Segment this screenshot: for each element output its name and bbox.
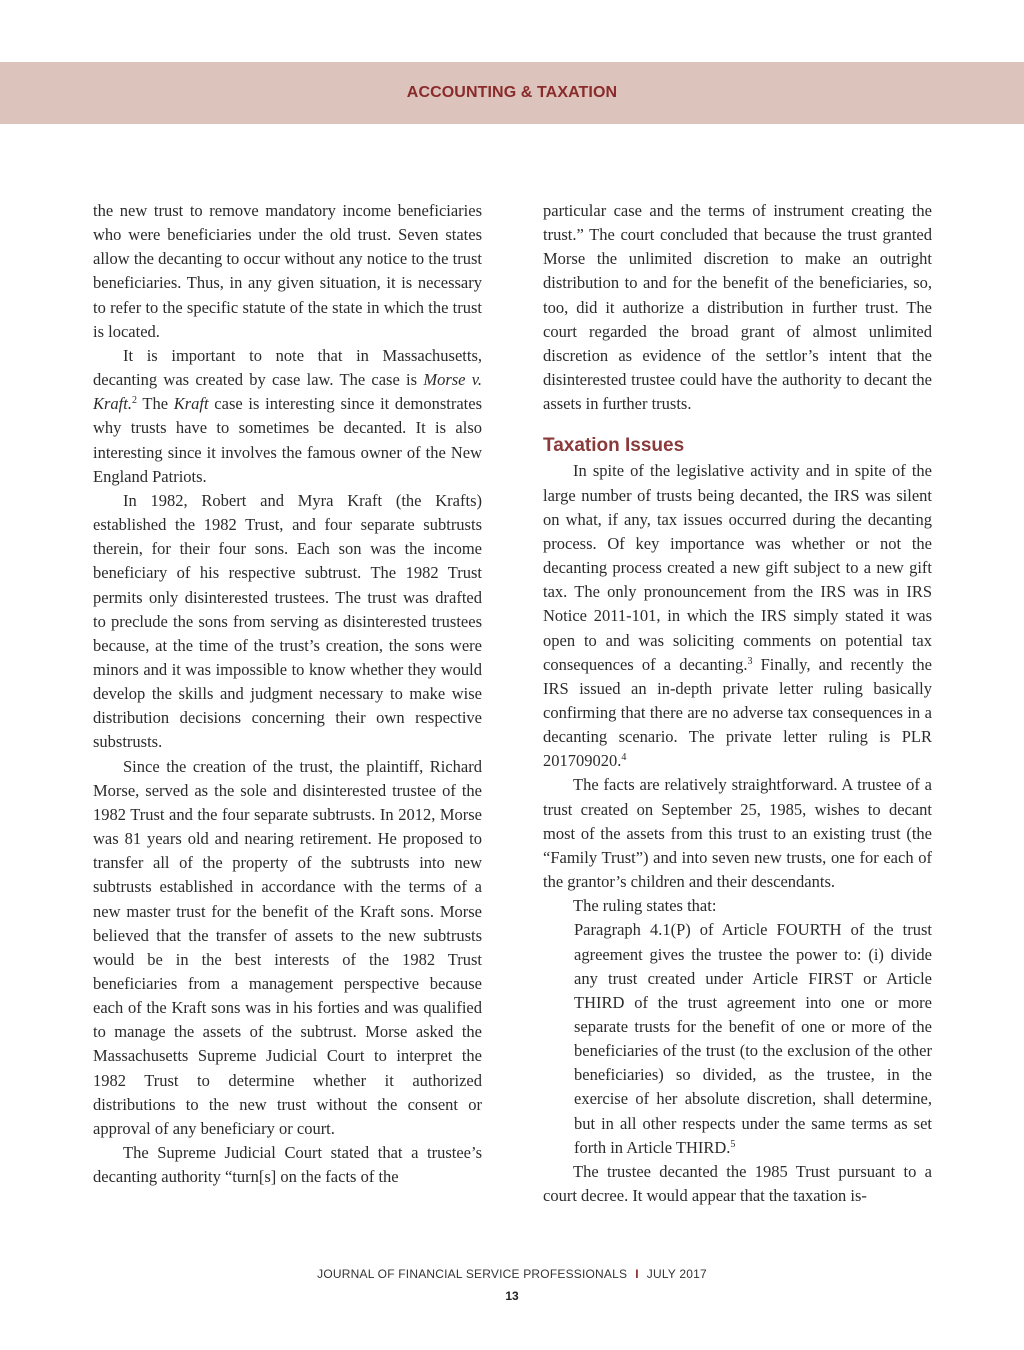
text-run: The (136, 394, 174, 414)
block-quote (543, 918, 932, 1160)
text-run: Finally, and recently the IRS issued an in-depth private letter ruling basically confirming that there are no adverse tax consequences in a decanting scenario. The private letter ruling is PLR 201709020. (543, 654, 932, 771)
quote-text: Paragraph 4.1(P) of Article FOURTH of the trust agreement gives the trustee the power to: (i) divide any trust created under Article FIRST or Article THIRD of the trust agreement into one or more separate trusts for the benefit of one or more of the beneficiaries of the trust (to the exclusion of the other beneficiaries) so divided, as the trustee, in the exercise of her absolute discretion, shall determine, but in all other respects under the same terms as set forth in Article THIRD. (574, 920, 932, 1157)
right-column (543, 199, 932, 1208)
paragraph: The ruling states that: (573, 896, 717, 916)
footnote-ref: 3 (747, 655, 753, 667)
paragraph: In 1982, Robert and Myra Kraft (the Krafts) established the 1982 Trust, and four separate subtrusts therein, for their four sons. Each son was the income beneficiary of his respective subtrust. The 1982 Trust permits only disinterested trustees. The trust was drafted to preclude the sons from serving as disinterested trustees because, at the time of the trust’s creation, the sons were minors and it was impossible to know whether they would develop the skills and judgment necessary to make wise distribution decisions concerning their own respective substrusts. (93, 490, 482, 752)
paragraph: particular case and the terms of instrument creating the trust.” The court concluded that because the trust granted Morse the unlimited discretion to make an outright distribution to and for the benefit of the beneficiaries, so, too, did it authorize a distribution in further trust. The court regarded the broad grant of almost unlimited discretion as evidence of the settlor’s intent that the disinterested trustee could have the authority to decant the assets in further trusts. (543, 201, 932, 414)
issue-date: JULY 2017 (646, 1267, 707, 1281)
text-run: In spite of the legislative activity and in spite of the large number of trusts being decanted, the IRS was silent on what, if any, tax issues occurred during the decanting process. Of key importance was whether or not the decanting process created a new gift subject to a new gift tax. The only pronouncement from the IRS was in IRS Notice 2011-101, in which the IRS simply stated it was open to and was soliciting comments on potential tax consequences of a decanting. (543, 461, 932, 674)
paragraph: The facts are relatively straightforward. A trustee of a trust created on September 25, 1985, wishes to decant most of the assets from this trust to an existing trust (the “Family Trust”) and into seven new trusts, one for each of the grantor’s children and their descendants. (543, 775, 932, 892)
paragraph: Since the creation of the trust, the plaintiff, Richard Morse, served as the sole and disinterested trustee of the 1982 Trust and the four separate subtrusts. In 2012, Morse was 81 years old and nearing retirement. He proposed to transfer all of the property of the subtrusts into new subtrusts established in accordance with the terms of a new master trust for the benefit of the Kraft sons. Morse believed that the transfer of assets to the new subtrusts would be in the best interests of the 1982 Trust beneficiaries from a management perspective because each of the Kraft sons was in his forties and was qualified to manage the assets of the subtrust. Morse asked the Massachusetts Supreme Judicial Court to interpret the 1982 Trust to determine whether it authorized distributions to the new trust without the consent or approval of any beneficiary or court. (93, 756, 482, 1138)
section-title: ACCOUNTING & TAXATION (406, 84, 618, 101)
footnote-ref: 2 (131, 395, 137, 407)
journal-name: JOURNAL OF FINANCIAL SERVICE PROFESSIONALS (317, 1267, 628, 1281)
footnote-ref: 4 (621, 752, 627, 764)
paragraph: the new trust to remove mandatory income beneficiaries who were beneficiaries under the old trust. Seven states allow the decanting to occur without any notice to the trust beneficiaries. Thus, in any given situation, it is necessary to refer to the specific statute of the state in which the trust is located. (93, 201, 482, 341)
footer-separator: I (635, 1267, 639, 1281)
text-run: It is important to note that in Massachusetts, decanting was created by case law. The case is (93, 345, 482, 390)
page-footer (0, 1267, 1024, 1281)
paragraph (93, 344, 482, 489)
paragraph: The Supreme Judicial Court stated that a trustee’s decanting authority “turn[s] on the facts of the (93, 1143, 482, 1187)
left-column (93, 199, 482, 1189)
paragraph (543, 459, 932, 773)
section-subheading: Taxation Issues (543, 435, 685, 457)
section-header-band (0, 62, 1024, 124)
text-run: case is interesting since it demonstrates why trusts have to sometimes be decanted. It is also interesting since it involves the famous owner of the New England Patriots. (93, 394, 482, 486)
footnote-ref: 5 (730, 1138, 736, 1150)
page-number: 13 (505, 1289, 519, 1303)
case-name-short: Kraft (173, 394, 209, 414)
case-name: Morse v. Kraft. (93, 370, 482, 414)
paragraph: The trustee decanted the 1985 Trust pursuant to a court decree. It would appear that the taxation is- (543, 1161, 932, 1206)
